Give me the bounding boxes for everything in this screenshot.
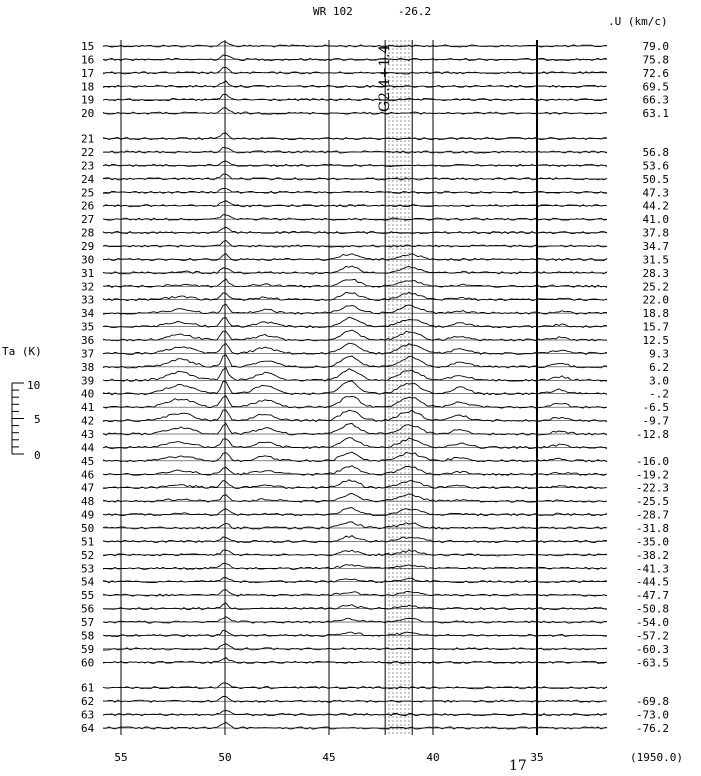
x-tick-label: 55: [114, 751, 128, 764]
velocity-label: 22.0: [642, 293, 669, 307]
velocity-label: 31.5: [642, 253, 669, 267]
velocity-label: -57.2: [635, 629, 669, 643]
velocity-label: -54.0: [635, 616, 669, 629]
velocity-label: 56.8: [642, 146, 669, 159]
scale-tick-10: 10: [27, 379, 41, 392]
velocity-label: -9.7: [642, 414, 669, 428]
x-tick-label: 35: [530, 751, 544, 764]
velocity-label: -60.3: [635, 642, 669, 656]
velocity-label: 9.3: [649, 347, 669, 361]
velocity-label: -31.8: [635, 522, 669, 535]
channel-label: 58: [81, 629, 95, 643]
chart-title: WR 102: [313, 5, 353, 18]
velocity-label: -38.2: [635, 548, 669, 562]
x-tick-label: 40: [426, 751, 440, 764]
temperature-scale: [2, 345, 42, 462]
channel-label: 53: [81, 562, 95, 576]
channel-label: 17: [81, 66, 95, 80]
velocity-labels: [636, 40, 669, 735]
velocity-label: 44.2: [642, 199, 669, 213]
velocity-label: 50.5: [642, 172, 669, 186]
channel-label: 44: [81, 441, 95, 455]
x-tick-label: 45: [322, 751, 336, 764]
channel-label: 19: [81, 93, 95, 107]
velocity-label: 69.5: [642, 80, 669, 94]
channel-label: 24: [81, 172, 95, 186]
velocity-label: 37.8: [642, 226, 669, 240]
velocity-label: 3.0: [649, 374, 669, 388]
scale-tick-5: 5: [34, 413, 41, 426]
trace-ch44: [103, 438, 607, 449]
channel-label: 29: [81, 240, 95, 253]
channel-label: 52: [81, 548, 95, 562]
velocity-label: -63.5: [635, 656, 669, 670]
channel-label: 36: [81, 334, 95, 347]
channel-label: 62: [81, 695, 95, 709]
trace-ch46: [103, 466, 607, 476]
trace-ch37: [103, 343, 607, 354]
trace-ch48: [103, 493, 607, 502]
velocity-label: -12.8: [635, 428, 669, 441]
velocity-label: -25.5: [635, 495, 669, 509]
channel-label: 23: [81, 159, 95, 173]
channel-label: 27: [81, 213, 95, 227]
velocity-label: 79.0: [642, 40, 669, 53]
scale-tick-0: 0: [34, 449, 41, 462]
trace-ch39: [103, 368, 607, 382]
channel-label: 18: [81, 80, 95, 94]
velocity-label: 15.7: [642, 320, 669, 334]
channel-label: 54: [81, 575, 95, 589]
trace-ch41: [103, 396, 607, 408]
channel-label: 43: [81, 428, 95, 441]
channel-label: 63: [81, 708, 95, 722]
channel-label: 38: [81, 360, 95, 374]
velocity-label: -19.2: [635, 468, 669, 482]
channel-label: 33: [81, 293, 95, 307]
velocity-label: -22.3: [635, 481, 669, 495]
trace-ch38: [103, 355, 607, 368]
velocity-label: 12.5: [642, 334, 669, 347]
channel-label: 32: [81, 280, 95, 294]
channel-label: 56: [81, 602, 95, 616]
channel-label: 60: [81, 656, 95, 670]
spectra-traces: [103, 42, 607, 730]
velocity-label: 72.6: [642, 66, 669, 80]
trace-ch42: [103, 410, 607, 422]
velocity-label: 18.8: [642, 307, 669, 321]
channel-label: 48: [81, 495, 95, 509]
velocity-label: 53.6: [642, 159, 669, 173]
channel-label: 64: [81, 722, 95, 735]
trace-ch63: [103, 711, 607, 716]
ra-hour-label: 17: [509, 758, 527, 774]
channel-label: 21: [81, 132, 95, 146]
velocity-label: 47.3: [642, 186, 669, 200]
velocity-label: -41.3: [635, 562, 669, 576]
trace-ch40: [103, 381, 607, 395]
channel-label: 45: [81, 454, 95, 468]
scale-label: Ta (K): [2, 345, 42, 358]
trace-ch33: [103, 292, 607, 301]
velocity-label: -73.0: [635, 708, 669, 722]
velocity-label: 6.2: [649, 360, 669, 374]
trace-ch25: [103, 188, 607, 193]
velocity-label: 66.3: [642, 93, 669, 107]
velocity-label: 25.2: [642, 280, 669, 294]
channel-label: 39: [81, 374, 95, 388]
trace-ch45: [103, 452, 607, 462]
velocity-label: -69.8: [635, 695, 669, 709]
channel-label: 41: [81, 401, 95, 415]
velocity-label: -50.8: [635, 602, 669, 616]
velocity-label: -.2: [649, 387, 669, 401]
trace-ch34: [103, 304, 607, 314]
channel-label: 22: [81, 146, 95, 159]
velocity-label: 28.3: [642, 266, 669, 280]
velocity-label: -44.5: [635, 575, 669, 589]
channel-label: 46: [81, 468, 95, 482]
channel-label: 25: [81, 186, 95, 200]
epoch-label: (1950.0): [630, 751, 683, 764]
velocity-label: 75.8: [642, 53, 669, 67]
channel-label: 51: [81, 535, 95, 549]
velocity-header: .U (km/c): [608, 15, 668, 28]
channel-label: 16: [81, 53, 95, 67]
trace-ch54: [103, 578, 607, 583]
channel-labels: [81, 40, 95, 735]
channel-label: 40: [81, 387, 95, 401]
channel-label: 31: [81, 266, 95, 280]
x-axis-labels: [114, 751, 543, 764]
channel-label: 50: [81, 522, 95, 535]
channel-label: 61: [81, 681, 95, 695]
velocity-label: -47.7: [635, 589, 669, 603]
velocity-label: -6.5: [642, 401, 669, 415]
ra-tick-lines: [121, 40, 537, 735]
trace-ch35: [103, 317, 607, 328]
chart-title-value: -26.2: [398, 5, 432, 18]
trace-ch43: [103, 423, 607, 435]
channel-label: 47: [81, 481, 95, 495]
trace-ch47: [103, 480, 607, 489]
velocity-label: -35.0: [635, 535, 669, 549]
channel-label: 37: [81, 347, 95, 361]
channel-label: 30: [81, 253, 95, 267]
velocity-label: 41.0: [642, 213, 669, 227]
channel-label: 35: [81, 320, 95, 334]
channel-label: 28: [81, 226, 95, 240]
channel-label: 20: [81, 107, 95, 121]
trace-ch15: [103, 42, 607, 48]
channel-label: 34: [81, 307, 95, 321]
velocity-label: 63.1: [642, 107, 669, 121]
velocity-label: -28.7: [635, 508, 669, 522]
velocity-label: -16.0: [635, 454, 669, 468]
channel-label: 26: [81, 199, 95, 213]
velocity-label: -76.2: [635, 722, 669, 735]
channel-label: 55: [81, 589, 95, 603]
source-label: G2.4+1.4: [377, 44, 393, 112]
channel-label: 15: [81, 40, 95, 53]
channel-label: 59: [81, 642, 95, 656]
channel-label: 42: [81, 414, 95, 428]
velocity-label: 34.7: [642, 240, 669, 253]
channel-label: 49: [81, 508, 95, 522]
trace-ch36: [103, 330, 607, 341]
channel-label: 57: [81, 616, 95, 629]
x-tick-label: 50: [218, 751, 232, 764]
